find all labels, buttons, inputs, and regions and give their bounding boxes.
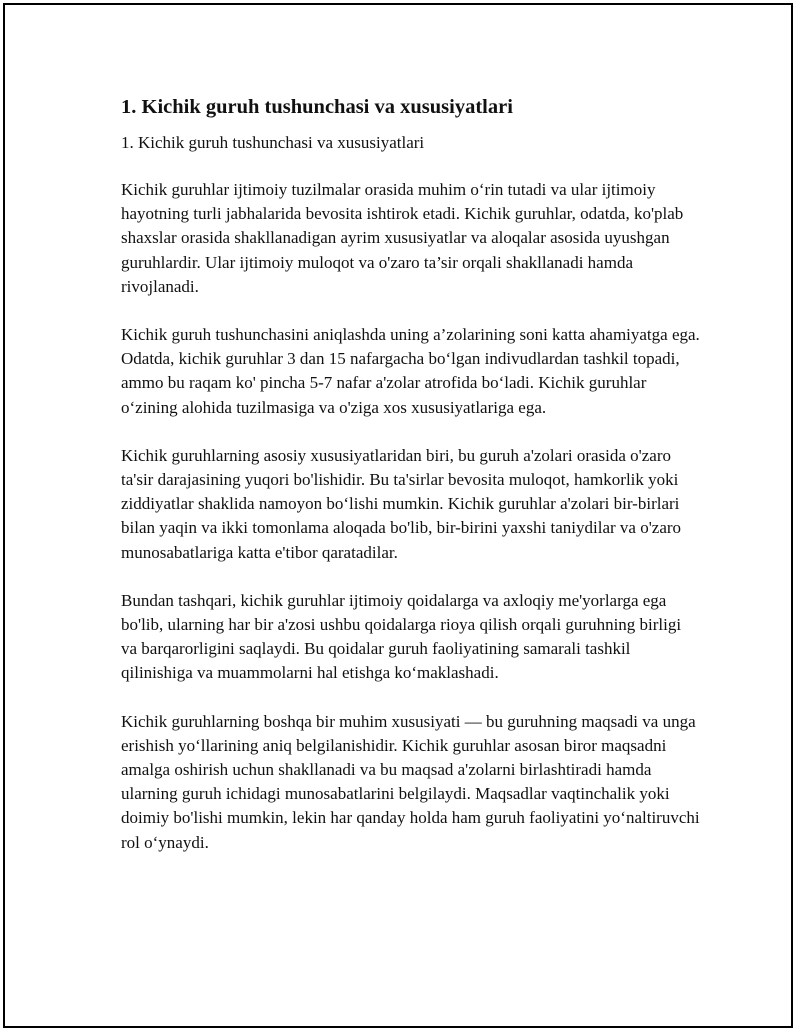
document-title: 1. Kichik guruh tushunchasi va xususiyatlari bbox=[121, 96, 513, 118]
paragraph: Bundan tashqari, kichik guruhlar ijtimoiy qoidalarga va axloqiy me'yorlarga ega bo'lib, ularning har bir a'zosi ushbu qoidalarga rioya qilish orqali guruhning birligi va barqarorligini saqlaydi. Bu qoidalar guruh faoliyatining samarali tashkil qilinishiga va muammolarni hal etishga ko‘maklashadi. bbox=[121, 590, 682, 683]
document-subtitle: 1. Kichik guruh tushunchasi va xususiyatlari bbox=[121, 133, 425, 152]
paragraph: Kichik guruhlarning boshqa bir muhim xususiyati — bu guruhning maqsadi va unga erishish yo‘llarining aniq belgilanishidir. Kichik guruhlar asosan biror maqsadni amalga oshirish uchun shakllanadi va bu maqsad a'zolarni birlashtiradi hamda ularning guruh ichidagi munosabatlarini belgilaydi. Maqsadlar vaqtinchalik yoki doimiy bo'lishi mumkin, lekin har qanday holda ham guruh faoliyatini yo‘naltiruvchi rol o‘ynaydi. bbox=[121, 711, 700, 852]
paragraph: Kichik guruh tushunchasini aniqlashda uning a’zolarining soni katta ahamiyatga ega. Odatda, kichik guruhlar 3 dan 15 nafargacha bo‘lgan indivudlardan tashkil topadi, ammo bu raqam ko' pincha 5-7 nafar a'zolar atrofida bo‘ladi. Kichik guruhlar o‘zining alohida tuzilmasiga va o'ziga xos xususiyatlariga ega. bbox=[121, 325, 700, 417]
document-body bbox=[121, 93, 701, 879]
paragraph: Kichik guruhlar ijtimoiy tuzilmalar orasida muhim o‘rin tutadi va ular ijtimoiy hayotning turli jabhalarida bevosita ishtirok etadi. Kichik guruhlar, odatda, ko'plab shaxslar orasida shakllanadigan ayrim xususiyatlar va aloqalar asosida uyushgan guruhlardir. Ular ijtimoiy muloqot va o'zaro ta’sir orqali shakllanadi hamda rivojlanadi. bbox=[121, 180, 684, 296]
paragraph: Kichik guruhlarning asosiy xususiyatlaridan biri, bu guruh a'zolari orasida o'zaro ta'sir darajasining yuqori bo'lishidir. Bu ta'sirlar bevosita muloqot, hamkorlik yoki ziddiyatlar shaklida namoyon bo‘lishi mumkin. Kichik guruhlar a'zolari bir-birlari bilan yaqin va ikki tomonlama aloqada bo'lib, bir-birini yaxshi taniydilar va o'zaro munosabatlariga katta e'tibor qaratadilar. bbox=[121, 445, 682, 562]
document-page bbox=[3, 3, 793, 1028]
